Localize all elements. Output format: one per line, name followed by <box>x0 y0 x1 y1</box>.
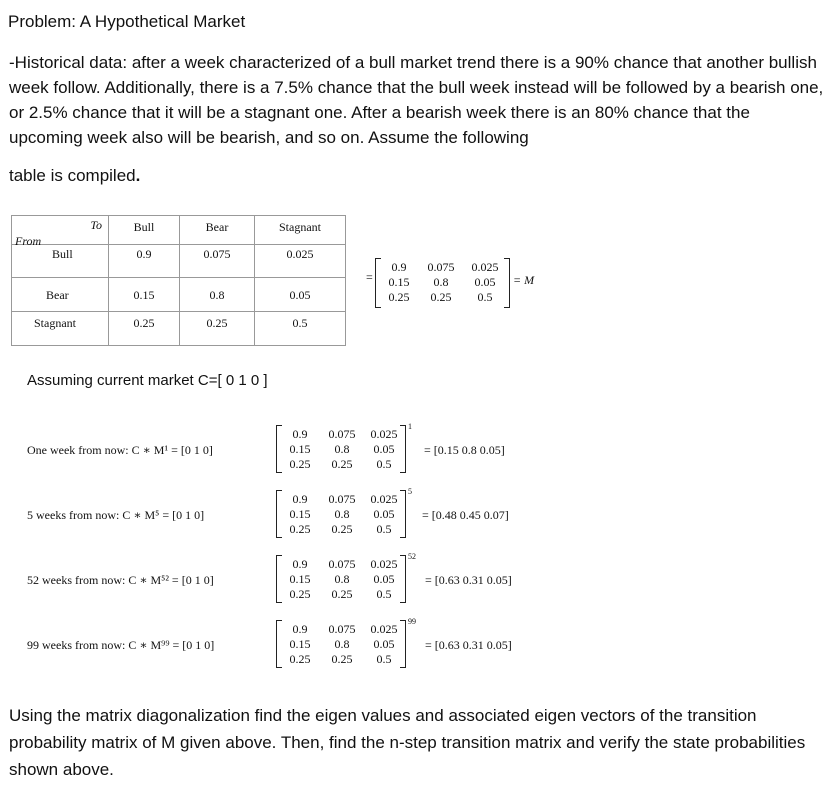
table-cell: 0.25 <box>109 312 180 346</box>
matrix-equals: = <box>366 270 373 284</box>
table-cell: 0.25 <box>180 312 255 346</box>
step-3-power: 52 <box>408 552 416 561</box>
problem-title: Problem: A Hypothetical Market <box>8 12 246 31</box>
step-4-prefix: 99 weeks from now: C ∗ M⁹⁹ = [0 1 0] <box>27 638 215 652</box>
table-corner-header <box>12 216 109 248</box>
table-cell: 0.075 <box>180 245 255 278</box>
table-cell: 0.8 <box>180 278 255 312</box>
matrix-name: = M <box>513 273 535 287</box>
intro-period: . <box>135 166 141 185</box>
assumption-text: Assuming current market C=[ 0 1 0 ] <box>27 372 268 389</box>
row-label-bull: Bull <box>12 245 109 278</box>
step-1-prefix: One week from now: C ∗ M¹ = [0 1 0] <box>27 443 213 457</box>
step-1-power: 1 <box>408 422 412 431</box>
table-cell: 0.5 <box>255 312 346 346</box>
step-2-matrix: 0.9 0.075 0.025 0.15 0.8 0.05 0.25 0.25 0.5 <box>276 490 406 538</box>
transition-table <box>11 215 346 346</box>
step-1-result: = [0.15 0.8 0.05] <box>424 443 505 457</box>
step-4-result: = [0.63 0.31 0.05] <box>425 638 512 652</box>
step-2-power: 5 <box>408 487 412 496</box>
table-cell: 0.025 <box>255 245 346 278</box>
header-from: From <box>15 234 42 248</box>
col-header-bear: Bear <box>180 216 255 245</box>
table-cell: 0.9 <box>109 245 180 278</box>
step-3-matrix: 0.9 0.075 0.025 0.15 0.8 0.05 0.25 0.25 0.5 <box>276 555 406 603</box>
matrix-m: 0.9 0.075 0.025 0.15 0.8 0.05 0.25 0.25 0.5 <box>375 258 510 308</box>
table-cell: 0.05 <box>255 278 346 312</box>
step-2-prefix: 5 weeks from now: C ∗ M⁵ = [0 1 0] <box>27 508 205 522</box>
col-header-bull: Bull <box>109 216 180 245</box>
table-cell: 0.15 <box>109 278 180 312</box>
col-header-stagnant: Stagnant <box>255 216 346 245</box>
step-4-matrix: 0.9 0.075 0.025 0.15 0.8 0.05 0.25 0.25 0.5 <box>276 620 406 668</box>
row-label-bear: Bear <box>12 278 109 312</box>
step-1-matrix: 0.9 0.075 0.025 0.15 0.8 0.05 0.25 0.25 0.5 <box>276 425 406 473</box>
step-3-result: = [0.63 0.31 0.05] <box>425 573 512 587</box>
row-label-stagnant: Stagnant <box>12 312 109 346</box>
problem-intro-last-line <box>9 166 140 186</box>
header-to: To <box>90 218 102 232</box>
step-4-power: 99 <box>408 617 416 626</box>
step-3-prefix: 52 weeks from now: C ∗ M⁵² = [0 1 0] <box>27 573 214 587</box>
intro-last-text: table is compiled <box>9 166 136 185</box>
problem-intro: -Historical data: after a week characterized of a bull market trend there is a 90% chance that another bullish week follow. Additionally, there is a 7.5% chance that the bull week instead will be followed by a bearish one, or 2.5% chance that it will be a stagnant one. After a bearish week there is an 80% chance that the upcoming week also will be bearish, and so on. Assume the following <box>9 53 824 147</box>
question-text: Using the matrix diagonalization find the eigen values and associated eigen vectors of the transition probability matrix of M given above. Then, find the n-step transition matrix and verify the state probabilities shown above. <box>9 706 806 779</box>
step-2-result: = [0.48 0.45 0.07] <box>422 508 509 522</box>
